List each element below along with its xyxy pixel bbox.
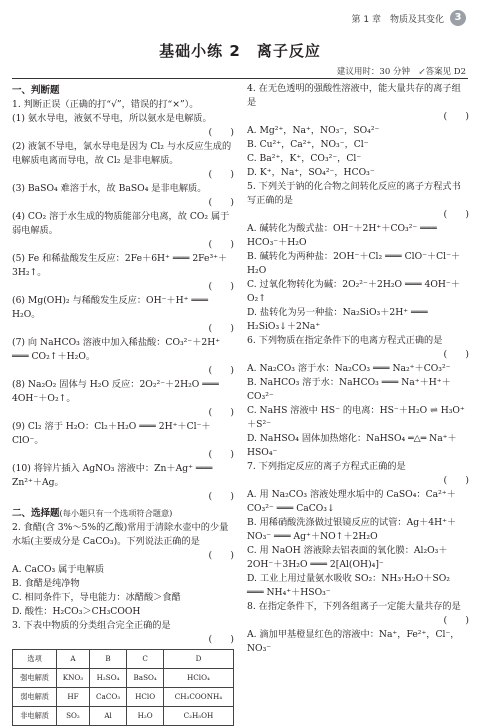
table-header-cell: C (127, 650, 164, 669)
question-8-stem: 8. 在指定条件下，下列各组离子一定能大量共存的是 (247, 601, 461, 612)
table-cell: CaCO₃ (89, 688, 127, 707)
table-cell: BaSO₄ (127, 669, 164, 688)
option-a[interactable]: A. CaCO₃ 属于电解质 (12, 564, 105, 575)
answer-blank[interactable]: ( ) (208, 407, 234, 418)
judgement-item: (4) CO₂ 溶于水生成的物质能部分电离，故 CO₂ 属于弱电解质。 (12, 211, 230, 236)
left-column (12, 82, 234, 728)
judgement-item: (5) Fe 和稀盐酸发生反应：2Fe＋6H⁺ ═══ 2Fe³⁺＋3H₂↑。 (12, 253, 228, 278)
judgement-item: (3) BaSO₄ 难溶于水，故 BaSO₄ 是非电解质。 (12, 183, 207, 194)
option-c[interactable]: C. 过氧化物转化为碱：2O₂²⁻＋2H₂O ═══ 4OH⁻＋O₂↑ (247, 279, 460, 304)
right-column (247, 82, 469, 656)
chapter-label: 第 1 章 物质及其变化 (351, 14, 444, 25)
answer-blank[interactable]: ( ) (208, 127, 234, 138)
answer-blank[interactable]: ( ) (443, 475, 469, 486)
table-cell: HClO₄ (163, 669, 233, 688)
question-4-stem: 4. 在无色透明的强酸性溶液中，能大量共存的离子组是 (247, 83, 461, 108)
section-choice-label: 二、选择题 (12, 508, 60, 519)
question-6-stem: 6. 下列物质在指定条件下的电离方程式正确的是 (247, 335, 443, 346)
table-cell: 非电解质 (13, 707, 57, 726)
table-row (13, 688, 234, 707)
table-header-cell: B (89, 650, 127, 669)
answer-blank[interactable]: ( ) (443, 209, 469, 220)
table-header-cell: 选项 (13, 650, 57, 669)
table-cell: 强电解质 (13, 669, 57, 688)
option-b[interactable]: B. NaHCO₃ 溶于水：NaHCO₃ ═══ Na⁺＋H⁺＋CO₃²⁻ (247, 377, 451, 402)
table-cell: HF (57, 688, 90, 707)
answer-blank[interactable]: ( ) (208, 634, 234, 645)
option-b[interactable]: B. 碱转化为两种盐：2OH⁻＋Cl₂ ═══ ClO⁻＋Cl⁻＋H₂O (247, 251, 461, 276)
judgement-item: (1) 氨水导电，液氨不导电，所以氨水是电解质。 (12, 113, 212, 124)
answer-blank[interactable]: ( ) (208, 281, 234, 292)
option-d[interactable]: D. K⁺，Na⁺，SO₄²⁻，HCO₃⁻ (247, 167, 375, 178)
answer-blank[interactable]: ( ) (208, 323, 234, 334)
answer-blank[interactable]: ( ) (443, 615, 469, 626)
judgement-item: (8) Na₂O₂ 固体与 H₂O 反应：2O₂²⁻＋2H₂O ═══ 4OH⁻＋O₂↑。 (12, 379, 219, 404)
option-b[interactable]: B. 用稀硝酸洗涤做过银镜反应的试管：Ag＋4H⁺＋NO₃⁻ ═══ Ag⁺＋NO↑＋2H₂O (247, 517, 457, 542)
answer-blank[interactable]: ( ) (208, 550, 234, 561)
table-cell: CH₃COONH₄ (163, 688, 233, 707)
judgement-item: (10) 将锌片插入 AgNO₃ 溶液中：Zn＋Ag⁺ ═══ Zn²⁺＋Ag。 (12, 463, 213, 488)
table-cell: C₂H₅OH (163, 707, 233, 726)
judgement-item: (9) Cl₂ 溶于 H₂O：Cl₂＋H₂O ═══ 2H⁺＋Cl⁻＋ClO⁻。 (12, 421, 211, 446)
option-c[interactable]: C. 用 NaOH 溶液除去铝表面的氧化膜：Al₂O₃＋2OH⁻＋3H₂O ═══ 2[Al(OH)₄]⁻ (247, 545, 448, 570)
answer-blank[interactable]: ( ) (208, 197, 234, 208)
page-header (352, 10, 466, 26)
time-and-answer-note: 建议用时：30 分钟 ↙答案见 D2 (336, 67, 466, 77)
question-5-stem: 5. 下列关于钠的化合物之间转化反应的离子方程式书写正确的是 (247, 181, 461, 206)
section-heading-choice (12, 506, 234, 521)
answer-blank[interactable]: ( ) (443, 349, 469, 360)
table-cell: H₂O (127, 707, 164, 726)
question-2-stem: 2. 食醋(含 3%～5%的乙酸)常用于清除水壶中的少量水垢(主要成分是 CaCO₃)。下列说法正确的是 (12, 522, 229, 547)
option-c[interactable]: C. NaHS 溶液中 HS⁻ 的电离：HS⁻＋H₂O ⇌ H₃O⁺＋S²⁻ (247, 405, 465, 430)
question-1-stem: 1. 判断正误（正确的打“√”，错误的打“×”）。 (12, 99, 199, 110)
table-cell: SO₂ (57, 707, 90, 726)
answer-blank[interactable]: ( ) (208, 239, 234, 250)
table-header-cell: D (163, 650, 233, 669)
table-cell: KNO₃ (57, 669, 90, 688)
table-row (13, 707, 234, 726)
section-heading-judgement: 一、判断题 (12, 85, 60, 96)
answer-blank[interactable]: ( ) (208, 169, 234, 180)
section-choice-hint: (每小题只有一个选项符合题意) (59, 508, 173, 518)
answer-blank[interactable]: ( ) (208, 449, 234, 460)
question-7-stem: 7. 下列指定反应的离子方程式正确的是 (247, 461, 406, 472)
table-cell: HClO (127, 688, 164, 707)
option-c[interactable]: C. Ba²⁺，K⁺，CO₃²⁻，Cl⁻ (247, 153, 362, 164)
table-header-cell: A (57, 650, 90, 669)
option-a[interactable]: A. 滴加甲基橙显红色的溶液中：Na⁺，Fe²⁺，Cl⁻，NO₃⁻ (247, 629, 460, 654)
option-d[interactable]: D. 盐转化为另一种盐：Na₂SiO₃＋2H⁺ ═══ H₂SiO₃↓＋2Na⁺ (247, 307, 428, 332)
answer-blank[interactable]: ( ) (443, 111, 469, 122)
page-number-badge: 3 (450, 10, 466, 26)
option-a[interactable]: A. Na₂CO₃ 溶于水：Na₂CO₃ ═══ Na₂⁺＋CO₃²⁻ (247, 363, 451, 374)
option-a[interactable]: A. Mg²⁺，Na⁺，NO₃⁻，SO₄²⁻ (247, 125, 380, 136)
table-header-row (13, 650, 234, 669)
table-cell: 弱电解质 (13, 688, 57, 707)
question-3-stem: 3. 下表中物质的分类组合完全正确的是 (12, 620, 171, 631)
classification-table (12, 649, 234, 726)
option-c[interactable]: C. 相同条件下，导电能力：冰醋酸＞食醋 (12, 592, 181, 603)
option-d[interactable]: D. 工业上用过量氨水吸收 SO₂：NH₃·H₂O＋SO₂ ═══ NH₄⁺＋HSO₃⁻ (247, 573, 450, 598)
judgement-item: (6) Mg(OH)₂ 与稀酸发生反应：OH⁻＋H⁺ ═══ H₂O。 (12, 295, 208, 320)
title-divider (12, 78, 468, 79)
table-row (13, 669, 234, 688)
page-title: 基础小练 2 离子反应 (159, 42, 321, 60)
option-b[interactable]: B. 食醋是纯净物 (12, 578, 80, 589)
option-a[interactable]: A. 碱转化为酸式盐：OH⁻＋2H⁺＋CO₃²⁻ ═══ HCO₃⁻＋H₂O (247, 223, 437, 248)
option-b[interactable]: B. Cu²⁺，Ca²⁺，NO₃⁻，Cl⁻ (247, 139, 369, 150)
option-d[interactable]: D. NaHSO₄ 固体加热熔化：NaHSO₄ ═△═ Na⁺＋HSO₄⁻ (247, 433, 457, 458)
table-cell: H₂SO₄ (89, 669, 127, 688)
judgement-item: (2) 液氯不导电，氯水导电是因为 Cl₂ 与水反应生成的电解质电离而导电，故 Cl₂ 是非电解质。 (12, 141, 232, 166)
answer-blank[interactable]: ( ) (208, 365, 234, 376)
table-cell: Al (89, 707, 127, 726)
judgement-item: (7) 向 NaHCO₃ 溶液中加入稀盐酸：CO₃²⁻＋2H⁺ ═══ CO₂↑＋H₂O。 (12, 337, 221, 362)
answer-blank[interactable]: ( ) (208, 491, 234, 502)
option-a[interactable]: A. 用 Na₂CO₃ 溶液处理水垢中的 CaSO₄：Ca²⁺＋CO₃²⁻ ═══ CaCO₃↓ (247, 489, 456, 514)
option-d[interactable]: D. 酸性：H₂CO₃＞CH₃COOH (12, 606, 141, 617)
